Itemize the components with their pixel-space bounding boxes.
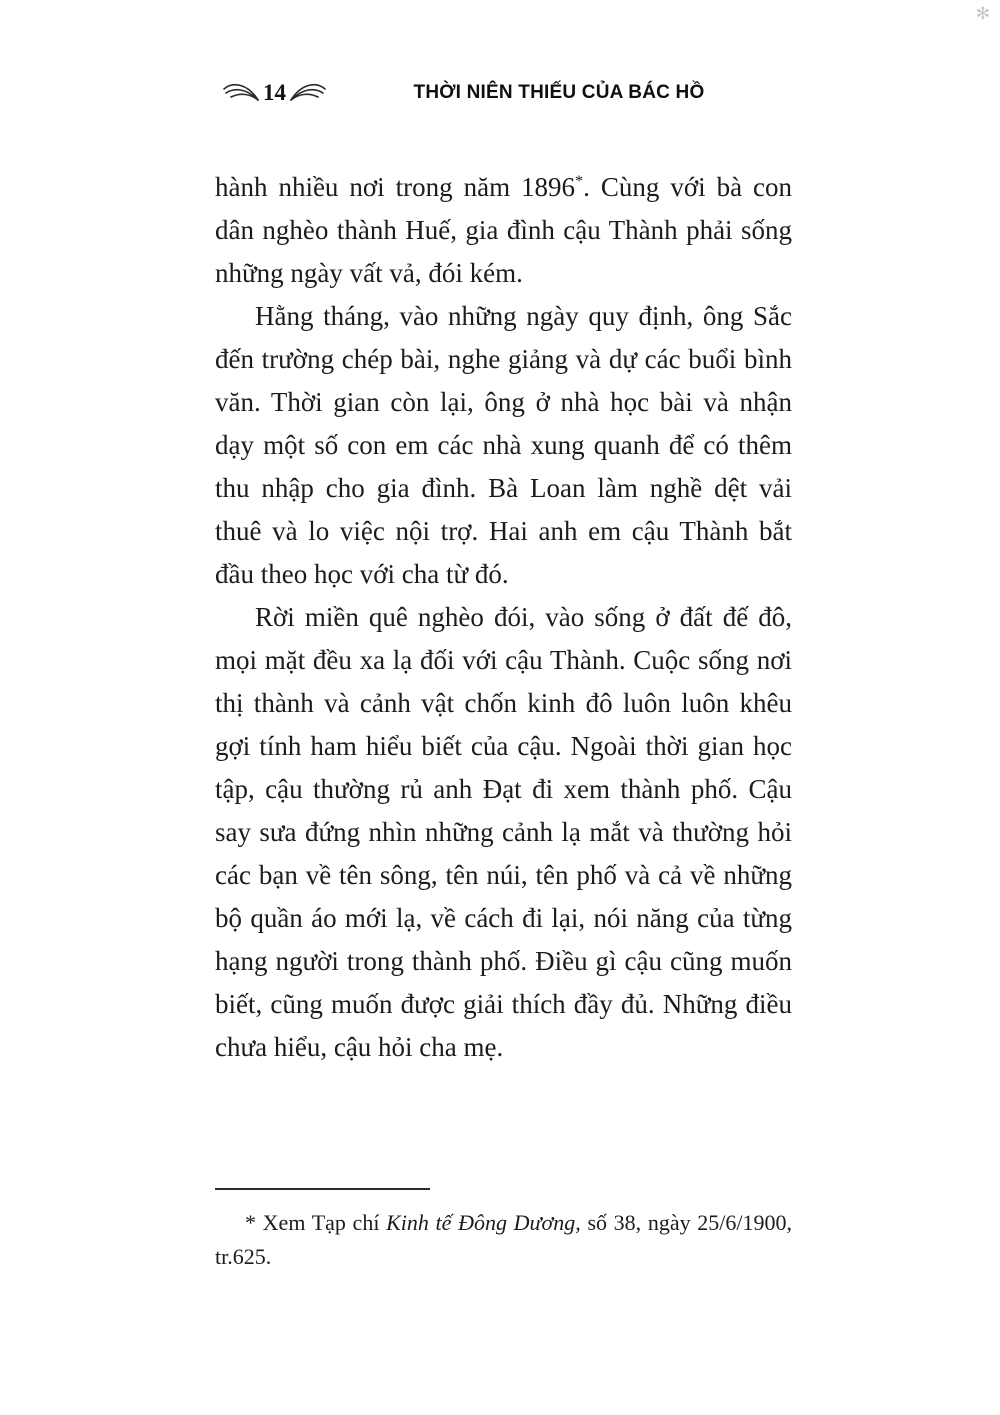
page-header [215,74,792,112]
page-number-ornament [223,80,326,106]
footnote-rule [215,1188,430,1190]
running-head-title: THỜI NIÊN THIẾU CỦA BÁC HỒ [413,82,705,103]
florette-icon: ✻ [975,4,990,24]
paragraph: Hằng tháng, vào những ngày quy định, ông Sắc đến trường chép bài, nghe giảng và dự các buổi bình văn. Thời gian còn lại, ông ở nhà học bài và nhận dạy một số con em các nhà xung quanh để có thêm thu nhập cho gia đình. Bà Loan làm nghề dệt vải thuê và lo việc nội trợ. Hai anh em cậu Thành bắt đầu theo học với cha từ đó. [215,301,792,589]
footnote-text: * Xem Tạp chí Kinh tế Đông Dương, số 38, ngày 25/6/1900, tr.625. [215,1210,792,1269]
paragraph: hành nhiều nơi trong năm 1896*. Cùng với bà con dân nghèo thành Huế, gia đình cậu Thành phải sống những ngày vất vả, đói kém. [215,172,792,288]
footnote [215,1188,792,1274]
page-body [215,166,792,1069]
page-number: 14 [263,80,286,105]
open-book-left-wing-icon [223,80,259,106]
open-book-right-wing-icon [290,80,326,106]
paragraph: Rời miền quê nghèo đói, vào sống ở đất đế đô, mọi mặt đều xa lạ đối với cậu Thành. Cuộc sống nơi thị thành và cảnh vật chốn kinh đô luôn luôn khêu gợi tính ham hiểu biết của cậu. Ngoài thời gian học tập, cậu thường rủ anh Đạt đi xem thành phố. Cậu say sưa đứng nhìn những cảnh lạ mắt và thường hỏi các bạn về tên sông, tên núi, tên phố và cả về những bộ quần áo mới lạ, về cách đi lại, nói năng của từng hạng người trong thành phố. Điều gì cậu cũng muốn biết, cũng muốn được giải thích đầy đủ. Những điều chưa hiểu, cậu hỏi cha mẹ. [215,602,792,1062]
